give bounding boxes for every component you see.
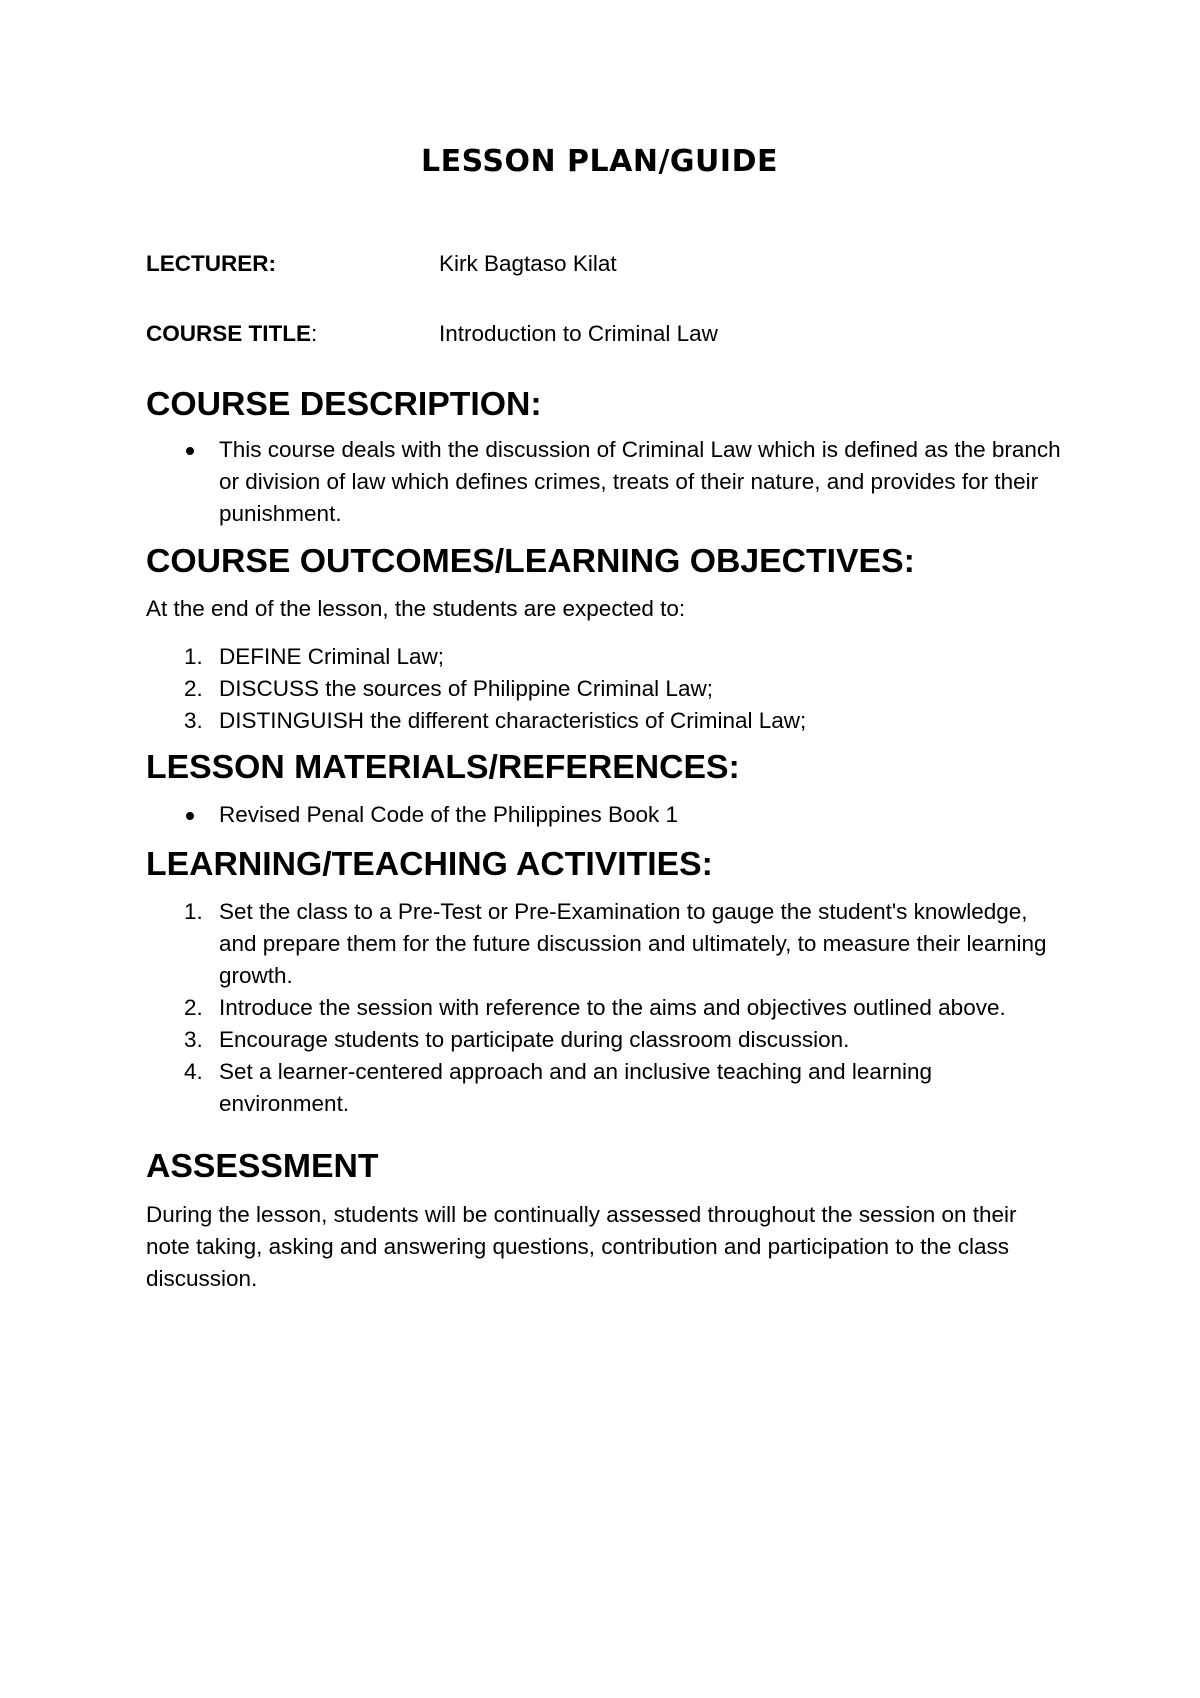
list-item <box>146 1024 1066 1056</box>
list-number: 3. <box>184 1027 203 1052</box>
list-number: 3. <box>184 708 203 733</box>
assessment-text: During the lesson, students will be continually assessed throughout the session on their note taking, asking and answering questions, contribution and participation to the class discussion. <box>146 1202 1017 1291</box>
outcomes-heading: COURSE OUTCOMES/LEARNING OBJECTIVES: <box>146 542 915 580</box>
lecturer-label: LECTURER: <box>146 251 276 276</box>
list-item <box>146 673 1066 705</box>
activity-text: Encourage students to participate during classroom discussion. <box>219 1027 850 1052</box>
activity-text: Set a learner-centered approach and an inclusive teaching and learning environment. <box>219 1059 932 1116</box>
activity-text: Set the class to a Pre-Test or Pre-Examination to gauge the student's knowledge, and prepare them for the future discussion and ultimately, to measure their learning growth. <box>219 899 1047 988</box>
bullet-icon <box>186 812 194 820</box>
list-number: 2. <box>184 995 203 1020</box>
bullet-icon <box>186 447 194 455</box>
course-title-label-text: COURSE TITLE <box>146 321 312 346</box>
list-item <box>146 705 1066 737</box>
list-item <box>146 992 1066 1024</box>
list-number: 4. <box>184 1059 203 1084</box>
course-title-label-colon: : <box>311 321 318 346</box>
course-title-value: Introduction to Criminal Law <box>439 321 718 346</box>
activities-list <box>146 896 1066 1120</box>
list-number: 1. <box>184 899 203 924</box>
course-description-list <box>146 434 1066 530</box>
course-description-text: This course deals with the discussion of Criminal Law which is defined as the branch or division of law which defines crimes, treats of their nature, and provides for their punishment. <box>219 437 1061 526</box>
list-item <box>146 896 1066 992</box>
course-title-label <box>146 318 317 350</box>
list-item <box>146 1056 1066 1120</box>
material-text: Revised Penal Code of the Philippines Book 1 <box>219 802 679 827</box>
list-number: 1. <box>184 644 203 669</box>
activities-heading: LEARNING/TEACHING ACTIVITIES: <box>146 845 713 883</box>
outcomes-intro: At the end of the lesson, the students are expected to: <box>146 596 686 621</box>
activity-text: Introduce the session with reference to the aims and objectives outlined above. <box>219 995 1006 1020</box>
list-item <box>146 434 1066 530</box>
list-number: 2. <box>184 676 203 701</box>
outcome-text: DEFINE Criminal Law; <box>219 644 445 669</box>
materials-list <box>146 799 1066 831</box>
document-title: LESSON PLAN/GUIDE <box>421 144 778 179</box>
lecturer-value: Kirk Bagtaso Kilat <box>439 251 617 276</box>
materials-heading: LESSON MATERIALS/REFERENCES: <box>146 748 740 786</box>
list-item <box>146 641 1066 673</box>
course-description-heading: COURSE DESCRIPTION: <box>146 385 542 423</box>
list-item <box>146 799 1066 831</box>
outcome-text: DISCUSS the sources of Philippine Criminal Law; <box>219 676 713 701</box>
lecturer-row <box>146 248 1066 280</box>
assessment-heading: ASSESSMENT <box>146 1147 379 1185</box>
outcomes-list <box>146 641 1066 737</box>
course-title-row <box>146 318 1066 350</box>
outcome-text: DISTINGUISH the different characteristics of Criminal Law; <box>219 708 807 733</box>
